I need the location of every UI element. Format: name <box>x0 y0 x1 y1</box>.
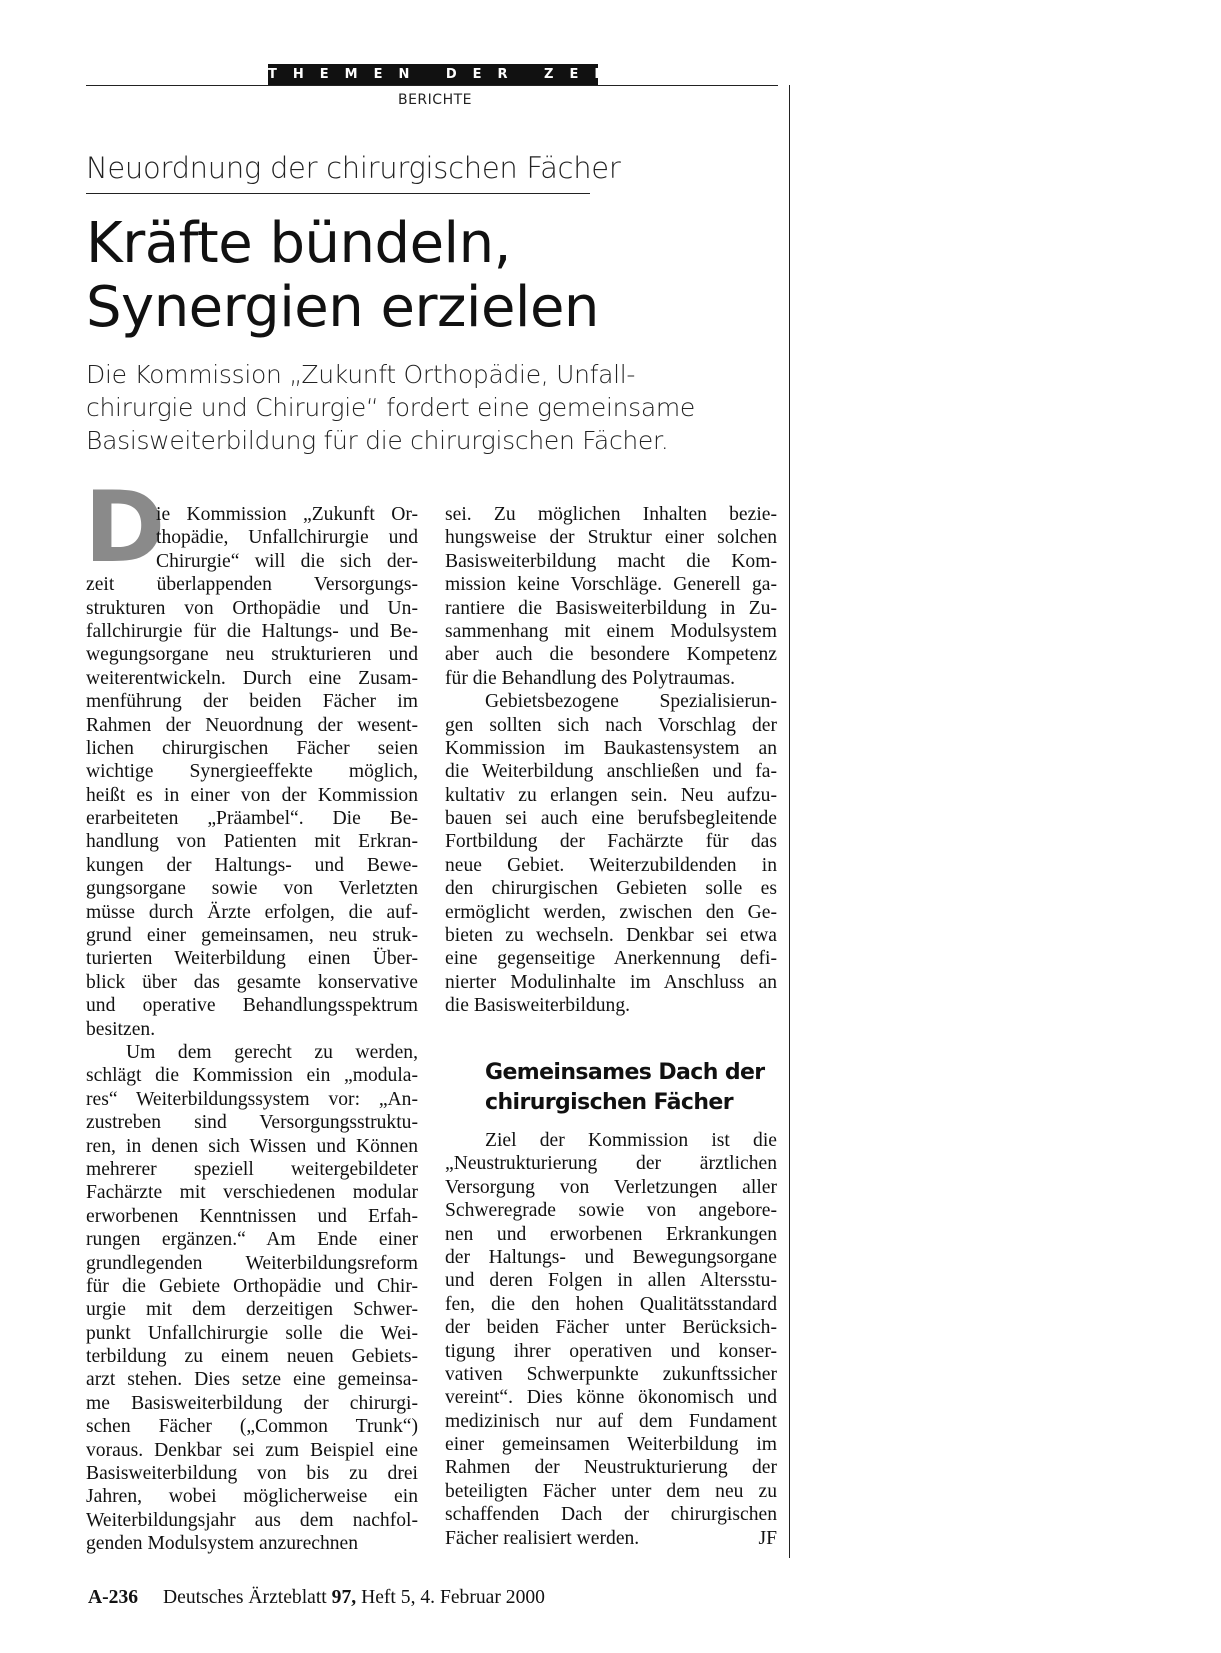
subhead-line: chirurgischen Fächer <box>485 1090 733 1115</box>
page-number: A-236 <box>88 1587 139 1608</box>
text-line: Weiterbildungsjahr aus dem nachfol- <box>86 1509 418 1531</box>
text-line: schaffenden Dach der chirurgischen <box>445 1504 777 1526</box>
text-line: Um dem gerecht zu werden, <box>126 1041 418 1063</box>
text-line: gen sollten sich nach Vorschlag der <box>445 714 777 736</box>
text-line: „Neustrukturierung der ärztlichen <box>445 1153 777 1175</box>
lead-line: Basisweiterbildung für die chirurgischen Fächer. <box>86 426 669 455</box>
text-line: beteiligten Fächer unter dem neu zu <box>445 1480 777 1502</box>
lead-line: chirurgie und Chirurgie“ fordert eine gemeinsame <box>86 393 696 422</box>
text-line: die Basisweiterbildung. <box>445 995 631 1017</box>
header-rule <box>86 85 778 86</box>
text-line: gungsorgane sowie von Verletzten <box>86 878 418 900</box>
headline-line: Kräfte bündeln, <box>86 211 511 276</box>
article-headline <box>86 212 766 340</box>
column-rule <box>789 85 790 1558</box>
text-line: schen Fächer („Common Trunk“) <box>86 1416 418 1438</box>
text-line: erworbenen Kenntnissen und Erfah- <box>86 1205 418 1227</box>
text-line: heißt es in einer von der Kommission <box>86 784 418 806</box>
text-line: me Basisweiterbildung der chirurgi- <box>86 1392 418 1414</box>
text-line: tigung ihrer operativen und konser- <box>445 1340 777 1362</box>
text-line: wegungsorgane neu strukturieren und <box>86 644 418 666</box>
section-label: THEMEN DER ZEIT <box>268 64 598 85</box>
text-line: für die Behandlung des Polytraumas. <box>445 667 736 689</box>
text-line: Basisweiterbildung macht die Kom- <box>445 550 777 572</box>
text-line: und deren Folgen in allen Altersstu- <box>445 1270 777 1292</box>
text-line: zeit überlappenden Versorgungs- <box>86 574 418 596</box>
text-line: und operative Behandlungsspektrum <box>86 995 418 1017</box>
text-line: genden Modulsystem anzurechnen <box>86 1533 359 1555</box>
text-line: vativen Schwerpunkte zukunftssicher <box>445 1363 777 1385</box>
text-line: schlägt die Kommission ein „modula- <box>86 1065 418 1087</box>
author-initials: JF <box>758 1527 777 1549</box>
drop-cap: D <box>84 471 166 585</box>
text-line: strukturen von Orthopädie und Un- <box>86 597 418 619</box>
text-line: sei. Zu möglichen Inhalten bezie- <box>445 504 777 525</box>
headline-line: Synergien erzielen <box>86 275 599 340</box>
text-line: mehrerer speziell weitergebildeter <box>86 1158 418 1180</box>
text-line: grund einer gemeinsamen, neu struk- <box>86 925 418 947</box>
text-line: medizinisch nur auf dem Fundament <box>445 1410 777 1432</box>
subsection-label: BERICHTE <box>397 92 472 108</box>
text-line: bauen sei auch eine berufsbegleitende <box>445 808 777 830</box>
text-line: grundlegenden Weiterbildungsreform <box>86 1252 418 1274</box>
text-line: Gebietsbezogene Spezialisierun- <box>485 691 777 713</box>
text-line: Rahmen der Neuordnung der wesent- <box>86 714 418 736</box>
text-line: terbildung zu einem neuen Gebiets- <box>86 1346 418 1368</box>
text-line: sammenhang mit einem Modulsystem <box>445 620 777 642</box>
text-line: res“ Weiterbildungssystem vor: „An- <box>86 1088 418 1110</box>
text-line: Basisweiterbildung von bis zu drei <box>86 1463 418 1485</box>
text-line: mission keine Vorschläge. Generell ga- <box>445 574 777 596</box>
text-line: Fachärzte mit verschiedenen modular <box>86 1182 418 1204</box>
text-line: der Haltungs- und Bewegungsorgane <box>445 1246 777 1268</box>
page-footer <box>88 1587 545 1609</box>
text-line: lichen chirurgischen Fächer seien <box>86 737 418 759</box>
text-line: müsse durch Ärzte erfolgen, die auf- <box>86 901 418 923</box>
body-column-2-continued <box>445 1129 777 1550</box>
text-line: neue Gebiet. Weiterzubildenden in <box>445 854 777 876</box>
text-line: bieten zu wechseln. Denkbar sei etwa <box>445 925 777 947</box>
journal-name: Deutsches Ärzteblatt <box>162 1587 327 1608</box>
text-line: einer gemeinsamen Weiterbildung im <box>445 1434 777 1456</box>
text-line: turierten Weiterbildung einen Über- <box>86 948 418 970</box>
text-line: blick über das gesamte konservative <box>86 971 418 993</box>
text-line: Fächer realisiert werden. <box>445 1527 640 1549</box>
body-column-2 <box>445 503 777 1018</box>
text-line: nierter Modulinhalte im Anschluss an <box>445 971 777 993</box>
text-line: Chirurgie“ will die sich der- <box>156 550 418 572</box>
text-line: für die Gebiete Orthopädie und Chir- <box>86 1275 418 1297</box>
text-line: Kommission im Baukastensystem an <box>445 737 777 759</box>
issue-date: Heft 5, 4. Februar 2000 <box>361 1587 545 1608</box>
article-subhead <box>485 1058 785 1118</box>
article-kicker: Neuordnung der chirurgischen Fächer <box>86 151 621 185</box>
journal-volume: 97, <box>331 1587 357 1608</box>
text-line: rantiere die Basisweiterbildung in Zu- <box>445 597 777 619</box>
text-line: zustreben sind Versorgungsstruktu- <box>86 1112 418 1134</box>
text-line: besitzen. <box>86 1018 156 1040</box>
subhead-line: Gemeinsames Dach der <box>485 1060 765 1085</box>
text-line: menführung der beiden Fächer im <box>86 691 418 713</box>
text-line: die Weiterbildung anschließen und fa- <box>445 761 777 783</box>
text-line: nen und erworbenen Erkrankungen <box>445 1223 777 1245</box>
text-line: Fortbildung der Fachärzte für das <box>445 831 777 853</box>
text-line: rungen ergänzen.“ Am Ende einer <box>86 1229 418 1251</box>
text-line: ermöglicht werden, zwischen den Ge- <box>445 901 777 923</box>
text-line: aber auch die besondere Kompetenz <box>445 644 777 666</box>
text-line: Ziel der Kommission ist die <box>485 1130 777 1151</box>
text-line: vereint“. Dies könne ökonomisch und <box>445 1387 777 1409</box>
text-line: den chirurgischen Gebieten solle es <box>445 878 777 900</box>
text-line: erarbeiteten „Präambel“. Die Be- <box>86 808 418 830</box>
lead-line: Die Kommission „Zukunft Orthopädie, Unfall- <box>86 360 636 389</box>
text-line: hungsweise der Struktur einer solchen <box>445 527 777 549</box>
text-line: arzt stehen. Dies setze eine gemeinsa- <box>86 1369 418 1391</box>
article-lead <box>86 358 776 457</box>
text-line: weiterentwickeln. Durch eine Zusam- <box>86 667 418 689</box>
text-line: handlung von Patienten mit Erkran- <box>86 831 418 853</box>
text-line: ie Kommission „Zukunft Or- <box>156 504 418 525</box>
kicker-underline <box>86 193 590 194</box>
text-line: thopädie, Unfallchirurgie und <box>156 527 418 549</box>
body-column-1 <box>86 503 418 1556</box>
text-line: Schweregrade sowie von angebore- <box>445 1200 777 1222</box>
text-line: urgie mit dem derzeitigen Schwer- <box>86 1299 418 1321</box>
text-line: wichtige Synergieeffekte möglich, <box>86 761 418 783</box>
text-line: kultativ zu erlangen sein. Neu aufzu- <box>445 784 777 806</box>
text-line: eine gegenseitige Anerkennung defi- <box>445 948 777 970</box>
text-line: der beiden Fächer unter Berücksich- <box>445 1317 777 1339</box>
text-line: Rahmen der Neustrukturierung der <box>445 1457 777 1479</box>
text-line: fen, die den hohen Qualitätsstandard <box>445 1293 777 1315</box>
text-line: voraus. Denkbar sei zum Beispiel eine <box>86 1439 418 1461</box>
text-line: fallchirurgie für die Haltungs- und Be- <box>86 620 418 642</box>
text-line: punkt Unfallchirurgie solle die Wei- <box>86 1322 418 1344</box>
text-line: Versorgung von Verletzungen aller <box>445 1176 777 1198</box>
text-line: Jahren, wobei möglicherweise ein <box>86 1486 418 1508</box>
text-line: ren, in denen sich Wissen und Können <box>86 1135 418 1157</box>
text-line: kungen der Haltungs- und Bewe- <box>86 854 418 876</box>
